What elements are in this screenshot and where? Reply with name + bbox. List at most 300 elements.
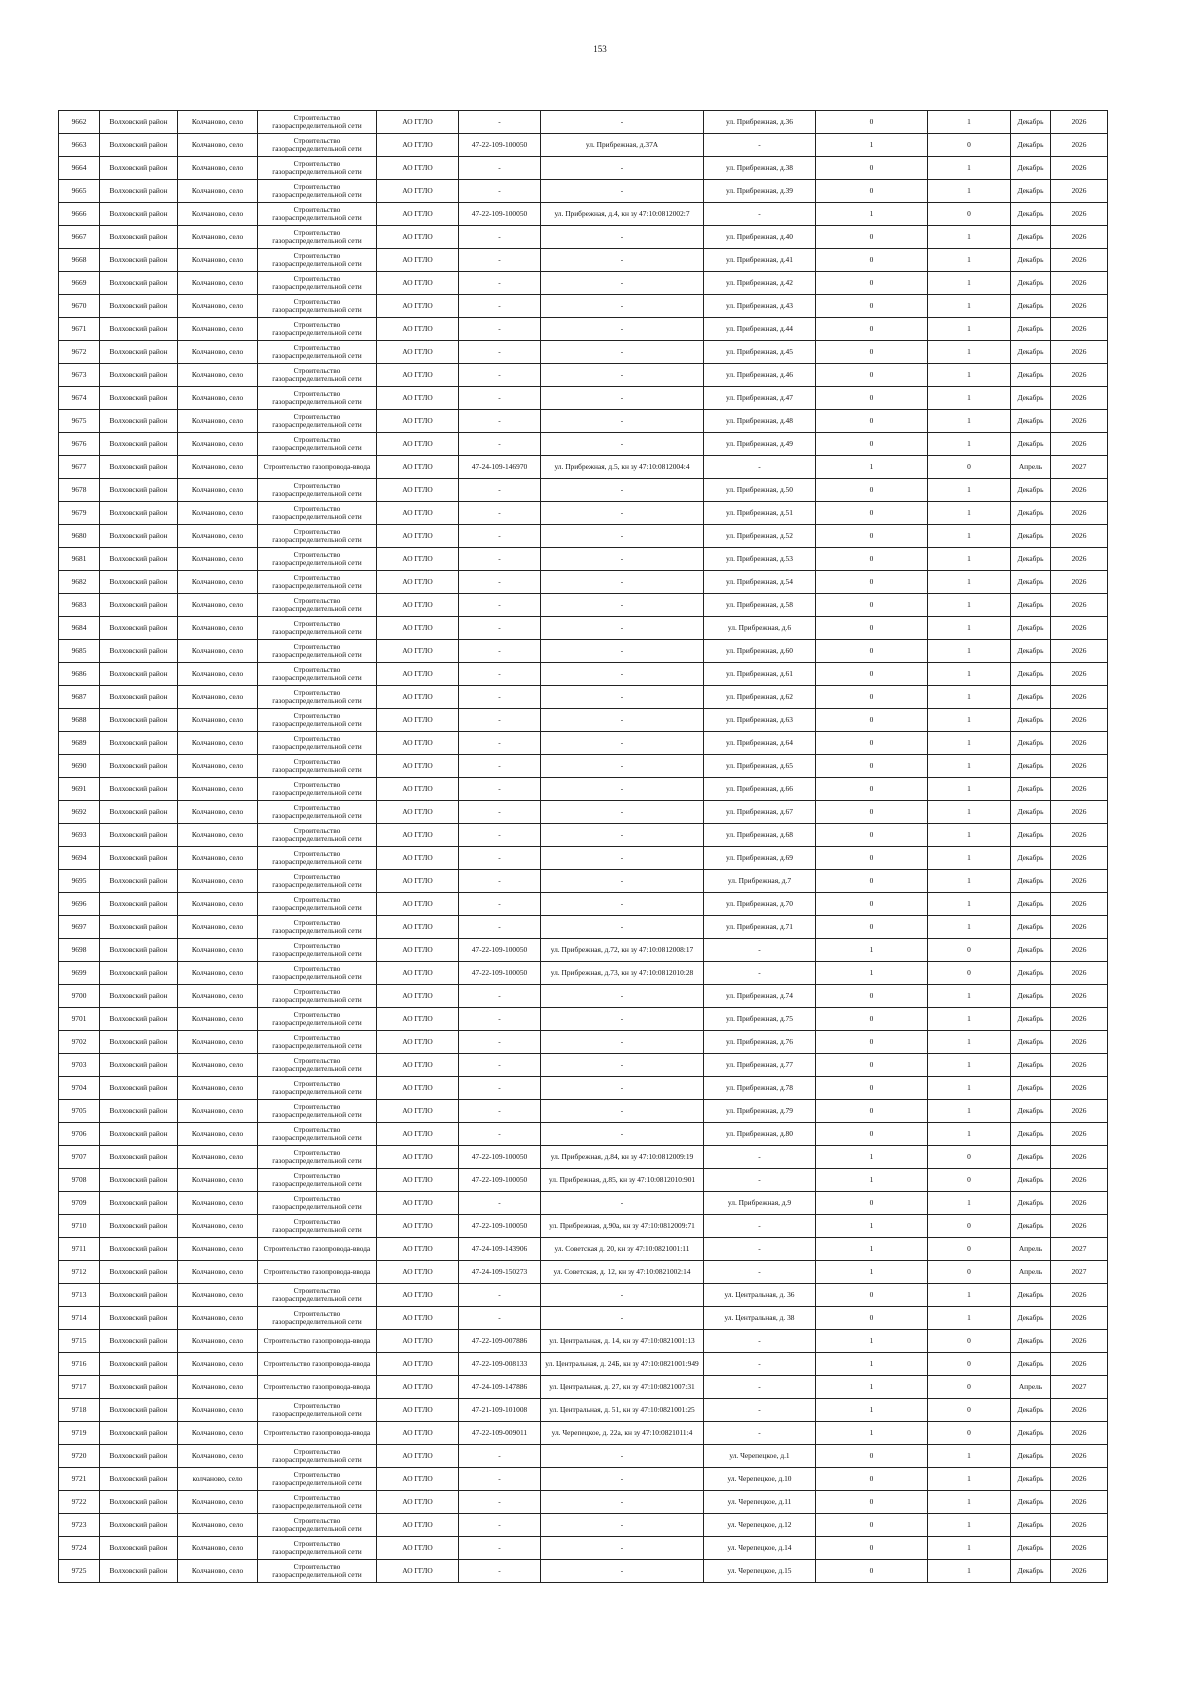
cell-district: Волховский район xyxy=(100,134,178,157)
cell-settlement: Колчаново, село xyxy=(178,1560,258,1583)
cell-settlement: Колчаново, село xyxy=(178,1284,258,1307)
cell-month: Декабрь xyxy=(1011,617,1051,640)
cell-address: ул. Черепецкое, д.1 xyxy=(704,1445,816,1468)
cell-count_a: 1 xyxy=(816,939,928,962)
cell-address: ул. Прибрежная, д.48 xyxy=(704,410,816,433)
cell-address_plot: - xyxy=(541,847,704,870)
cell-district: Волховский район xyxy=(100,640,178,663)
cell-address_plot: - xyxy=(541,1560,704,1583)
cell-work: Строительство газопровода-ввода xyxy=(258,1330,377,1353)
cell-count_a: 1 xyxy=(816,1376,928,1399)
cell-count_b: 1 xyxy=(928,1100,1011,1123)
cell-work: Строительство газораспределительной сети xyxy=(258,1284,377,1307)
cell-district: Волховский район xyxy=(100,1100,178,1123)
cell-contract: - xyxy=(459,1491,541,1514)
cell-year: 2026 xyxy=(1051,594,1108,617)
cell-count_a: 1 xyxy=(816,456,928,479)
table-row xyxy=(59,594,1108,617)
cell-org: АО ГГЛО xyxy=(377,479,459,502)
cell-month: Декабрь xyxy=(1011,985,1051,1008)
cell-contract: - xyxy=(459,1468,541,1491)
cell-year: 2026 xyxy=(1051,318,1108,341)
cell-contract: - xyxy=(459,226,541,249)
cell-count_b: 1 xyxy=(928,433,1011,456)
cell-count_b: 1 xyxy=(928,1123,1011,1146)
cell-count_b: 0 xyxy=(928,1399,1011,1422)
cell-month: Декабрь xyxy=(1011,916,1051,939)
cell-id: 9663 xyxy=(59,134,100,157)
cell-id: 9675 xyxy=(59,410,100,433)
cell-id: 9713 xyxy=(59,1284,100,1307)
cell-id: 9694 xyxy=(59,847,100,870)
cell-address: ул. Прибрежная, д.79 xyxy=(704,1100,816,1123)
cell-org: АО ГГЛО xyxy=(377,1192,459,1215)
cell-id: 9686 xyxy=(59,663,100,686)
cell-settlement: Колчаново, село xyxy=(178,1100,258,1123)
cell-year: 2027 xyxy=(1051,1376,1108,1399)
cell-month: Декабрь xyxy=(1011,295,1051,318)
cell-count_b: 1 xyxy=(928,663,1011,686)
cell-count_a: 0 xyxy=(816,778,928,801)
cell-settlement: Колчаново, село xyxy=(178,203,258,226)
cell-settlement: Колчаново, село xyxy=(178,1054,258,1077)
cell-address_plot: - xyxy=(541,1192,704,1215)
cell-count_b: 1 xyxy=(928,1077,1011,1100)
cell-address: ул. Центральная, д. 36 xyxy=(704,1284,816,1307)
cell-id: 9724 xyxy=(59,1537,100,1560)
cell-work: Строительство газораспределительной сети xyxy=(258,847,377,870)
cell-district: Волховский район xyxy=(100,1031,178,1054)
cell-settlement: Колчаново, село xyxy=(178,1077,258,1100)
cell-settlement: Колчаново, село xyxy=(178,1261,258,1284)
cell-org: АО ГГЛО xyxy=(377,755,459,778)
cell-work: Строительство газораспределительной сети xyxy=(258,1537,377,1560)
cell-count_b: 1 xyxy=(928,272,1011,295)
cell-year: 2026 xyxy=(1051,226,1108,249)
cell-work: Строительство газораспределительной сети xyxy=(258,226,377,249)
cell-org: АО ГГЛО xyxy=(377,387,459,410)
table-row xyxy=(59,801,1108,824)
cell-address_plot: - xyxy=(541,663,704,686)
cell-count_b: 1 xyxy=(928,525,1011,548)
cell-work: Строительство газораспределительной сети xyxy=(258,249,377,272)
table-row xyxy=(59,1077,1108,1100)
cell-count_a: 0 xyxy=(816,801,928,824)
cell-org: АО ГГЛО xyxy=(377,1077,459,1100)
cell-work: Строительство газораспределительной сети xyxy=(258,824,377,847)
cell-address_plot: - xyxy=(541,226,704,249)
cell-contract: - xyxy=(459,318,541,341)
cell-month: Декабрь xyxy=(1011,1054,1051,1077)
cell-count_b: 0 xyxy=(928,1422,1011,1445)
cell-address_plot: ул. Прибрежная, д.4, кн зу 47:10:0812002:7 xyxy=(541,203,704,226)
cell-address_plot: - xyxy=(541,870,704,893)
cell-count_a: 0 xyxy=(816,364,928,387)
cell-month: Декабрь xyxy=(1011,525,1051,548)
cell-settlement: Колчаново, село xyxy=(178,272,258,295)
cell-count_a: 0 xyxy=(816,479,928,502)
table-row xyxy=(59,341,1108,364)
cell-org: АО ГГЛО xyxy=(377,341,459,364)
cell-org: АО ГГЛО xyxy=(377,1284,459,1307)
registry-body xyxy=(59,111,1108,1583)
cell-count_a: 0 xyxy=(816,1307,928,1330)
table-row xyxy=(59,1192,1108,1215)
cell-year: 2026 xyxy=(1051,686,1108,709)
table-row xyxy=(59,525,1108,548)
cell-contract: - xyxy=(459,364,541,387)
cell-contract: - xyxy=(459,502,541,525)
cell-contract: - xyxy=(459,111,541,134)
table-row xyxy=(59,272,1108,295)
cell-id: 9683 xyxy=(59,594,100,617)
table-row xyxy=(59,1307,1108,1330)
cell-count_a: 0 xyxy=(816,341,928,364)
cell-month: Декабрь xyxy=(1011,387,1051,410)
cell-month: Декабрь xyxy=(1011,502,1051,525)
cell-address_plot: - xyxy=(541,433,704,456)
cell-work: Строительство газораспределительной сети xyxy=(258,1192,377,1215)
cell-year: 2026 xyxy=(1051,709,1108,732)
cell-district: Волховский район xyxy=(100,732,178,755)
cell-count_a: 1 xyxy=(816,1399,928,1422)
cell-contract: 47-21-109-101008 xyxy=(459,1399,541,1422)
cell-id: 9669 xyxy=(59,272,100,295)
cell-year: 2026 xyxy=(1051,1192,1108,1215)
cell-address_plot: - xyxy=(541,1491,704,1514)
cell-year: 2026 xyxy=(1051,916,1108,939)
cell-district: Волховский район xyxy=(100,893,178,916)
cell-count_b: 1 xyxy=(928,1468,1011,1491)
cell-address_plot: ул. Центральная, д. 24Б, кн зу 47:10:0821001:949 xyxy=(541,1353,704,1376)
cell-month: Декабрь xyxy=(1011,732,1051,755)
cell-count_a: 0 xyxy=(816,1468,928,1491)
cell-address_plot: - xyxy=(541,985,704,1008)
cell-id: 9720 xyxy=(59,1445,100,1468)
cell-org: АО ГГЛО xyxy=(377,1330,459,1353)
cell-id: 9692 xyxy=(59,801,100,824)
cell-district: Волховский район xyxy=(100,249,178,272)
cell-count_a: 0 xyxy=(816,893,928,916)
cell-id: 9709 xyxy=(59,1192,100,1215)
cell-id: 9682 xyxy=(59,571,100,594)
cell-count_a: 0 xyxy=(816,249,928,272)
table-row xyxy=(59,295,1108,318)
cell-id: 9674 xyxy=(59,387,100,410)
cell-count_a: 0 xyxy=(816,571,928,594)
cell-month: Декабрь xyxy=(1011,1031,1051,1054)
cell-work: Строительство газораспределительной сети xyxy=(258,801,377,824)
cell-address_plot: - xyxy=(541,111,704,134)
cell-count_b: 1 xyxy=(928,594,1011,617)
cell-count_b: 1 xyxy=(928,226,1011,249)
table-row xyxy=(59,755,1108,778)
cell-settlement: колчаново, село xyxy=(178,1468,258,1491)
cell-contract: 47-22-109-100050 xyxy=(459,1169,541,1192)
cell-year: 2026 xyxy=(1051,1146,1108,1169)
cell-id: 9671 xyxy=(59,318,100,341)
cell-settlement: Колчаново, село xyxy=(178,870,258,893)
cell-address: ул. Прибрежная, д.66 xyxy=(704,778,816,801)
cell-id: 9701 xyxy=(59,1008,100,1031)
cell-count_a: 1 xyxy=(816,1330,928,1353)
table-row xyxy=(59,364,1108,387)
cell-month: Декабрь xyxy=(1011,893,1051,916)
cell-district: Волховский район xyxy=(100,1054,178,1077)
cell-count_b: 1 xyxy=(928,1031,1011,1054)
cell-district: Волховский район xyxy=(100,318,178,341)
cell-district: Волховский район xyxy=(100,226,178,249)
cell-work: Строительство газораспределительной сети xyxy=(258,709,377,732)
table-row xyxy=(59,1537,1108,1560)
cell-district: Волховский район xyxy=(100,1491,178,1514)
cell-year: 2026 xyxy=(1051,525,1108,548)
cell-count_b: 1 xyxy=(928,1008,1011,1031)
cell-district: Волховский район xyxy=(100,180,178,203)
cell-count_a: 0 xyxy=(816,433,928,456)
cell-contract: - xyxy=(459,571,541,594)
cell-contract: - xyxy=(459,1284,541,1307)
cell-count_b: 1 xyxy=(928,249,1011,272)
cell-year: 2026 xyxy=(1051,479,1108,502)
cell-contract: 47-22-109-100050 xyxy=(459,962,541,985)
cell-address_plot: - xyxy=(541,755,704,778)
cell-count_a: 0 xyxy=(816,1077,928,1100)
cell-count_a: 0 xyxy=(816,180,928,203)
cell-work: Строительство газораспределительной сети xyxy=(258,157,377,180)
cell-month: Декабрь xyxy=(1011,1215,1051,1238)
cell-address: ул. Черепецкое, д.15 xyxy=(704,1560,816,1583)
cell-address_plot: - xyxy=(541,364,704,387)
table-row xyxy=(59,180,1108,203)
cell-contract: - xyxy=(459,433,541,456)
cell-count_b: 1 xyxy=(928,157,1011,180)
cell-count_b: 1 xyxy=(928,410,1011,433)
cell-contract: - xyxy=(459,548,541,571)
cell-id: 9696 xyxy=(59,893,100,916)
cell-month: Декабрь xyxy=(1011,1146,1051,1169)
cell-district: Волховский район xyxy=(100,111,178,134)
cell-contract: - xyxy=(459,249,541,272)
cell-work: Строительство газопровода-ввода xyxy=(258,1261,377,1284)
cell-contract: - xyxy=(459,1445,541,1468)
cell-count_b: 1 xyxy=(928,1514,1011,1537)
cell-org: АО ГГЛО xyxy=(377,1422,459,1445)
cell-address: ул. Прибрежная, д.7 xyxy=(704,870,816,893)
cell-address: ул. Прибрежная, д.68 xyxy=(704,824,816,847)
table-row xyxy=(59,617,1108,640)
cell-id: 9695 xyxy=(59,870,100,893)
cell-count_b: 1 xyxy=(928,571,1011,594)
cell-year: 2026 xyxy=(1051,157,1108,180)
cell-address_plot: ул. Прибрежная, д.73, кн зу 47:10:0812010:28 xyxy=(541,962,704,985)
cell-contract: - xyxy=(459,1537,541,1560)
cell-work: Строительство газораспределительной сети xyxy=(258,318,377,341)
cell-settlement: Колчаново, село xyxy=(178,1537,258,1560)
cell-settlement: Колчаново, село xyxy=(178,1491,258,1514)
cell-contract: - xyxy=(459,847,541,870)
cell-id: 9699 xyxy=(59,962,100,985)
cell-count_b: 0 xyxy=(928,1330,1011,1353)
cell-address: ул. Прибрежная, д.42 xyxy=(704,272,816,295)
cell-id: 9673 xyxy=(59,364,100,387)
cell-org: АО ГГЛО xyxy=(377,1169,459,1192)
cell-contract: - xyxy=(459,824,541,847)
cell-month: Декабрь xyxy=(1011,1399,1051,1422)
cell-year: 2026 xyxy=(1051,364,1108,387)
table-row xyxy=(59,1215,1108,1238)
cell-count_b: 1 xyxy=(928,1491,1011,1514)
cell-count_a: 0 xyxy=(816,870,928,893)
table-row xyxy=(59,1445,1108,1468)
cell-id: 9676 xyxy=(59,433,100,456)
table-row xyxy=(59,111,1108,134)
cell-org: АО ГГЛО xyxy=(377,157,459,180)
cell-contract: - xyxy=(459,893,541,916)
cell-id: 9703 xyxy=(59,1054,100,1077)
table-row xyxy=(59,1560,1108,1583)
cell-address: ул. Прибрежная, д.67 xyxy=(704,801,816,824)
cell-settlement: Колчаново, село xyxy=(178,134,258,157)
table-row xyxy=(59,1422,1108,1445)
table-row xyxy=(59,157,1108,180)
cell-id: 9704 xyxy=(59,1077,100,1100)
table-row xyxy=(59,548,1108,571)
cell-address: - xyxy=(704,456,816,479)
cell-count_b: 1 xyxy=(928,387,1011,410)
cell-address: - xyxy=(704,1330,816,1353)
cell-org: АО ГГЛО xyxy=(377,1353,459,1376)
cell-count_a: 0 xyxy=(816,1054,928,1077)
cell-year: 2026 xyxy=(1051,1054,1108,1077)
cell-settlement: Колчаново, село xyxy=(178,1192,258,1215)
cell-district: Волховский район xyxy=(100,1261,178,1284)
cell-id: 9679 xyxy=(59,502,100,525)
cell-contract: - xyxy=(459,755,541,778)
cell-contract: - xyxy=(459,525,541,548)
table-row xyxy=(59,870,1108,893)
cell-settlement: Колчаново, село xyxy=(178,1399,258,1422)
cell-district: Волховский район xyxy=(100,870,178,893)
cell-count_b: 0 xyxy=(928,456,1011,479)
cell-district: Волховский район xyxy=(100,847,178,870)
cell-month: Апрель xyxy=(1011,1261,1051,1284)
cell-count_a: 0 xyxy=(816,1008,928,1031)
cell-year: 2027 xyxy=(1051,456,1108,479)
cell-count_a: 0 xyxy=(816,1537,928,1560)
cell-address: ул. Черепецкое, д.14 xyxy=(704,1537,816,1560)
cell-district: Волховский район xyxy=(100,1537,178,1560)
cell-address: ул. Прибрежная, д.52 xyxy=(704,525,816,548)
cell-address: ул. Прибрежная, д.54 xyxy=(704,571,816,594)
cell-address_plot: - xyxy=(541,502,704,525)
cell-district: Волховский район xyxy=(100,1238,178,1261)
cell-count_b: 0 xyxy=(928,1238,1011,1261)
cell-id: 9684 xyxy=(59,617,100,640)
cell-contract: - xyxy=(459,180,541,203)
cell-org: АО ГГЛО xyxy=(377,456,459,479)
cell-count_a: 0 xyxy=(816,525,928,548)
cell-count_a: 1 xyxy=(816,1238,928,1261)
cell-district: Волховский район xyxy=(100,410,178,433)
cell-contract: 47-22-109-100050 xyxy=(459,939,541,962)
cell-count_a: 0 xyxy=(816,617,928,640)
cell-count_b: 1 xyxy=(928,295,1011,318)
cell-year: 2026 xyxy=(1051,1008,1108,1031)
cell-settlement: Колчаново, село xyxy=(178,456,258,479)
cell-year: 2026 xyxy=(1051,410,1108,433)
cell-district: Волховский район xyxy=(100,778,178,801)
cell-settlement: Колчаново, село xyxy=(178,663,258,686)
cell-district: Волховский район xyxy=(100,1077,178,1100)
cell-district: Волховский район xyxy=(100,1353,178,1376)
cell-settlement: Колчаново, село xyxy=(178,778,258,801)
cell-address_plot: - xyxy=(541,295,704,318)
table-row xyxy=(59,939,1108,962)
cell-id: 9697 xyxy=(59,916,100,939)
cell-year: 2026 xyxy=(1051,663,1108,686)
cell-district: Волховский район xyxy=(100,663,178,686)
cell-settlement: Колчаново, село xyxy=(178,847,258,870)
cell-month: Декабрь xyxy=(1011,640,1051,663)
cell-address_plot: - xyxy=(541,548,704,571)
page-number: 153 xyxy=(593,44,607,54)
cell-month: Декабрь xyxy=(1011,1077,1051,1100)
cell-count_b: 1 xyxy=(928,1307,1011,1330)
cell-address: ул. Центральная, д. 38 xyxy=(704,1307,816,1330)
cell-settlement: Колчаново, село xyxy=(178,640,258,663)
cell-work: Строительство газораспределительной сети xyxy=(258,778,377,801)
cell-settlement: Колчаново, село xyxy=(178,1330,258,1353)
cell-district: Волховский район xyxy=(100,1146,178,1169)
cell-work: Строительство газораспределительной сети xyxy=(258,1445,377,1468)
cell-org: АО ГГЛО xyxy=(377,1008,459,1031)
cell-count_b: 1 xyxy=(928,1192,1011,1215)
table-row xyxy=(59,778,1108,801)
cell-work: Строительство газораспределительной сети xyxy=(258,617,377,640)
cell-month: Декабрь xyxy=(1011,548,1051,571)
cell-count_b: 1 xyxy=(928,341,1011,364)
cell-org: АО ГГЛО xyxy=(377,1468,459,1491)
cell-org: АО ГГЛО xyxy=(377,364,459,387)
cell-district: Волховский район xyxy=(100,824,178,847)
cell-contract: - xyxy=(459,1192,541,1215)
cell-address_plot: - xyxy=(541,1054,704,1077)
cell-org: АО ГГЛО xyxy=(377,1261,459,1284)
cell-org: АО ГГЛО xyxy=(377,916,459,939)
table-row xyxy=(59,1514,1108,1537)
cell-work: Строительство газораспределительной сети xyxy=(258,341,377,364)
cell-month: Декабрь xyxy=(1011,134,1051,157)
cell-address: ул. Прибрежная, д.61 xyxy=(704,663,816,686)
cell-address_plot: ул. Прибрежная, д.37А xyxy=(541,134,704,157)
cell-month: Декабрь xyxy=(1011,226,1051,249)
cell-count_a: 0 xyxy=(816,916,928,939)
cell-settlement: Колчаново, село xyxy=(178,1238,258,1261)
table-row xyxy=(59,1146,1108,1169)
cell-count_a: 1 xyxy=(816,1422,928,1445)
cell-address: ул. Прибрежная, д.51 xyxy=(704,502,816,525)
table-row xyxy=(59,410,1108,433)
cell-count_a: 0 xyxy=(816,111,928,134)
cell-count_a: 0 xyxy=(816,985,928,1008)
cell-contract: - xyxy=(459,916,541,939)
cell-district: Волховский район xyxy=(100,1215,178,1238)
cell-month: Декабрь xyxy=(1011,1353,1051,1376)
cell-year: 2026 xyxy=(1051,111,1108,134)
cell-id: 9681 xyxy=(59,548,100,571)
cell-year: 2026 xyxy=(1051,778,1108,801)
